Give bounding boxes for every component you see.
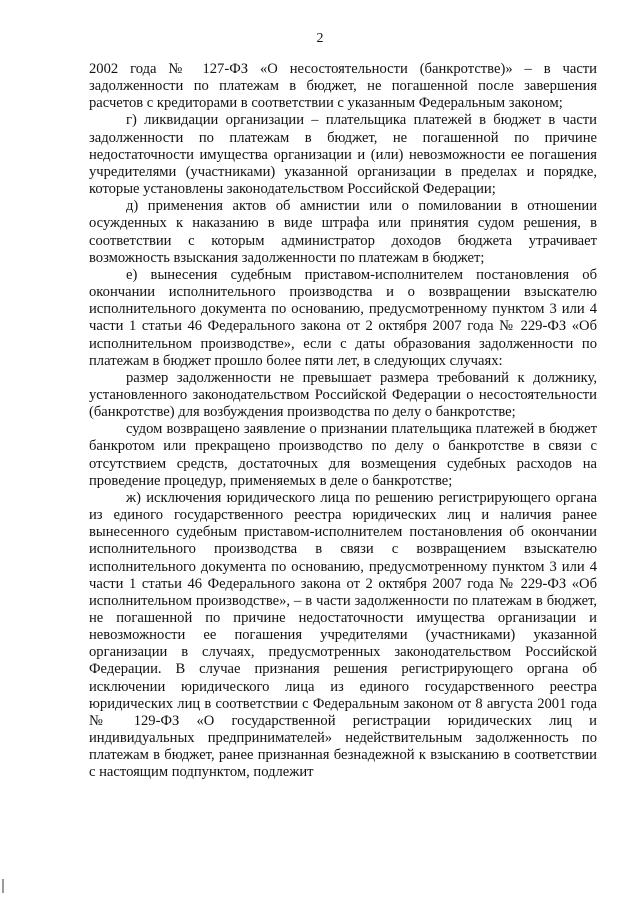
scan-edge-mark [2, 879, 4, 893]
paragraph-case-debt-size: размер задолженности не превышает размера требований к должнику, установленного законодательством Российской Федерации о несостоятельности (банкротстве) для возбуждения производства по делу о банкротстве; [89, 369, 597, 421]
page-number: 2 [316, 31, 324, 46]
paragraph-continuation: 2002 года № 127-ФЗ «О несостоятельности (банкротстве)» – в части задолженности по платежам в бюджет, не погашенной после завершения расчетов с кредиторами в соответствии с указанным Федеральным законом; [89, 61, 597, 112]
paragraph-item-d: д) применения актов об амнистии или о помиловании в отношении осужденных к наказанию в виде штрафа или принятия судом решения, в соответствии с которым администратор доходов бюджета утрачивает возможность взыскания задолженности по платежам в бюджет; [89, 198, 597, 266]
document-body [89, 61, 597, 782]
paragraph-item-zh: ж) исключения юридического лица по решению регистрирующего органа из единого государственного реестра юридических лиц и наличия ранее вынесенного судебным приставом-исполнителем постановления об окончании исполнительного производства в связи с возвращением взыскателю исполнительного документа по основанию, предусмотренному пунктом 3 или 4 части 1 статьи 46 Федерального закона от 2 октября 2007 года № 229-ФЗ «Об исполнительном производстве», – в части задолженности по платежам в бюджет, не погашенной по причине недостаточности имущества организации и невозможности ее погашения учредителями (участниками) указанной организации в случаях, предусмотренных законодательством Российской Федерации. В случае признания решения регистрирующего органа об исключении юридического лица из единого государственного реестра юридических лиц в соответствии с Федеральным законом от 8 августа 2001 года № 129-ФЗ «О государственной регистрации юридических лиц и индивидуальных предпринимателей» недействительным задолженность по платежам в бюджет, ранее признанная безнадежной к взысканию в соответствии с настоящим подпунктом, подлежит [89, 489, 597, 781]
paragraph-item-e: е) вынесения судебным приставом-исполнителем постановления об окончании исполнительного производства и о возвращении взыскателю исполнительного документа по основанию, предусмотренному пунктом 3 или 4 части 1 статьи 46 Федерального закона от 2 октября 2007 года № 229-ФЗ «Об исполнительном производстве», если с даты образования задолженности по платежам в бюджет прошло более пяти лет, в следующих случаях: [89, 266, 597, 369]
paragraph-case-court-returned: судом возвращено заявление о признании плательщика платежей в бюджет банкротом или прекращено производство по делу о банкротстве в связи с отсутствием средств, достаточных для возмещения судебных расходов на проведение процедур, применяемых в деле о банкротстве; [89, 421, 597, 489]
paragraph-item-g: г) ликвидации организации – плательщика платежей в бюджет в части задолженности по платежам в бюджет, не погашенной по причине недостаточности имущества организации и (или) невозможности ее погашения учредителями (участниками) указанной организации в пределах и порядке, которые установлены законодательством Российской Федерации; [89, 112, 597, 198]
